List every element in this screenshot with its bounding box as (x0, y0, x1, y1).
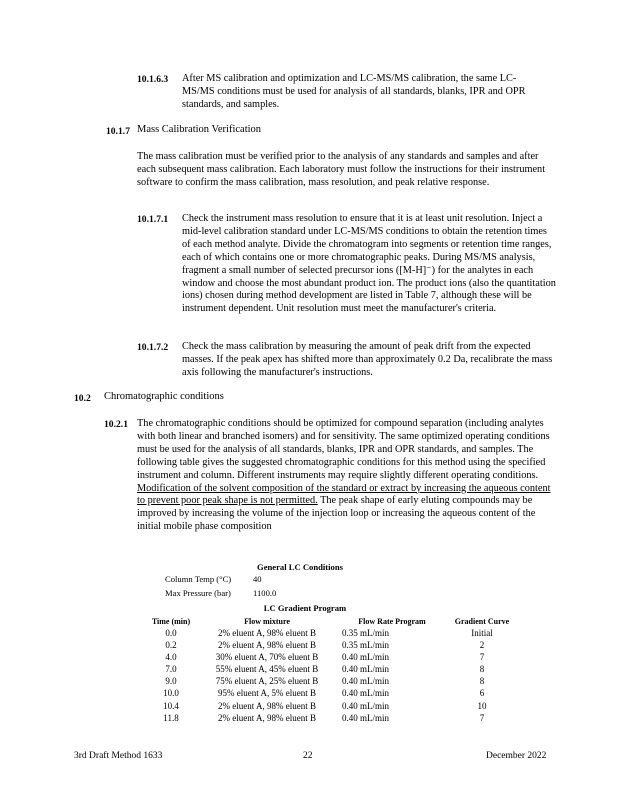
table-row (142, 651, 522, 663)
paragraph-10-2-1-part-c: The peak shape of early eluting compounds may be improved by increasing the volume of the injection loop or increasing the aqueous content of the initial mobile phase composition (137, 495, 536, 533)
time-cell: 11.8 (163, 712, 179, 723)
gradient-curve-cell: 2 (479, 640, 485, 651)
gradient-curve-cell: 10 (477, 700, 487, 711)
table-row (142, 700, 522, 712)
flow-rate-cell: 0.35 mL/min (342, 640, 389, 651)
gradient-curve-cell: 7 (479, 712, 485, 723)
time-cell: 4.0 (165, 652, 177, 663)
lc-gradient-program-title: LC Gradient Program (263, 603, 347, 613)
gradient-table-body (142, 627, 522, 724)
footer-page-number: 22 (303, 751, 313, 761)
time-cell: 7.0 (165, 664, 177, 675)
flow-rate-cell: 0.40 mL/min (342, 700, 389, 711)
column-temp-value: 40 (253, 574, 262, 584)
section-title-10-1-7: Mass Calibration Verification (137, 124, 262, 135)
gradient-curve-cell: 7 (479, 652, 485, 663)
flow-mixture-cell: 2% eluent A, 98% eluent B (218, 712, 316, 723)
paragraph-10-1-7-1: Check the instrument mass resolution to ensure that it is at least unit resolution. Inject a mid-level calibration standard under LC-MS/MS conditions to obtain the retention times of each method analyte. Divide the chromatogram into segments or retention time ranges, each of which contains one or more chromatographic peaks. During MS/MS analysis, fragment a small number of selected precursor ions ([M-H]⁻) for the analytes in each window and choose the most abundant product ion. The product ions (also the quantitation ions) chosen during method development are listed in Table 7, although these will be instrument dependent. Unit resolution must meet the manufacturer's criteria. (182, 213, 556, 315)
flow-rate-cell: 0.40 mL/min (342, 676, 389, 687)
time-cell: 10.0 (163, 688, 179, 699)
flow-mixture-cell: 55% eluent A, 45% eluent B (215, 664, 319, 675)
gradient-curve-cell: 6 (479, 688, 485, 699)
time-cell: 10.4 (163, 700, 179, 711)
lc-gradient-table (142, 616, 522, 724)
flow-mixture-cell: 75% eluent A, 25% eluent B (215, 676, 319, 687)
paragraph-10-1-7: The mass calibration must be verified prior to the analysis of any standards and samples and after each subsequent mass calibration. Each laboratory must follow the instructions for their instrument software to confirm the mass calibration, mass resolution, and peak relative response. (137, 151, 546, 188)
paragraph-10-2-1-part-a: The chromatographic conditions should be optimized for compound separation (including analytes with both linear and branched isomers) and for sensitivity. The same optimized operating conditions must be used for the analysis of all standards, blanks, IPR and OPR standards, and samples. The following table gives the suggested chromatographic conditions for this method using the specified instrument and column. Different instruments may require slightly different operating conditions. (137, 418, 550, 481)
header-time: Time (min) (151, 617, 191, 626)
section-number-10-1-7-1: 10.1.7.1 (137, 214, 169, 225)
gradient-curve-cell: 8 (479, 664, 485, 675)
time-cell: 0.2 (165, 640, 177, 651)
section-number-10-1-7: 10.1.7 (106, 126, 130, 137)
table-row (142, 675, 522, 687)
gradient-curve-cell: Initial (471, 628, 493, 638)
header-flow-mixture: Flow mixture (244, 617, 290, 626)
table-row (142, 687, 522, 699)
table-header-row (142, 616, 522, 627)
flow-rate-cell: 0.40 mL/min (342, 652, 389, 663)
gradient-curve-cell: 8 (479, 676, 485, 687)
column-temp-label: Column Temp (°C) (165, 574, 232, 584)
time-cell: 9.0 (165, 676, 177, 687)
max-pressure-value: 1100.0 (253, 588, 277, 598)
table-row (142, 712, 522, 724)
flow-rate-cell: 0.40 mL/min (342, 664, 389, 675)
flow-mixture-cell: 2% eluent A, 98% eluent B (218, 628, 316, 638)
table-row (142, 627, 522, 639)
general-lc-conditions-title: General LC Conditions (257, 562, 343, 572)
table-row (142, 663, 522, 675)
header-flow-rate-program: Flow Rate Program (358, 617, 426, 626)
section-number-10-1-6-3: 10.1.6.3 (137, 74, 169, 85)
flow-rate-cell: 0.35 mL/min (342, 628, 389, 638)
section-number-10-2: 10.2 (74, 393, 91, 404)
max-pressure-label: Max Pressure (bar) (165, 588, 231, 598)
paragraph-10-1-7-2: Check the mass calibration by measuring the amount of peak drift from the expected masses. If the peak apex has shifted more than approximately 0.2 Da, recalibrate the mass axis following the manufacturer's instructions. (182, 341, 553, 378)
flow-mixture-cell: 30% eluent A, 70% eluent B (215, 652, 319, 663)
paragraph-10-2-1-underlined: Modification of the solvent composition of the standard or extract by increasing the aqueous content to prevent poor peak shape is not permitted. (137, 482, 551, 507)
flow-mixture-cell: 95% eluent A, 5% eluent B (218, 688, 316, 699)
section-number-10-2-1: 10.2.1 (104, 419, 128, 430)
footer-left (74, 751, 162, 761)
table-row (142, 639, 522, 651)
paragraph-10-2-1 (137, 418, 552, 534)
footer-date: December 2022 (486, 751, 547, 761)
paragraph-10-1-6-3: After MS calibration and optimization and LC-MS/MS calibration, the same LC-MS/MS conditions must be used for analysis of all standards, blanks, IPR and OPR standards, and samples. (182, 73, 526, 110)
footer-method-text: 3rd Draft Method 1633 (74, 751, 163, 761)
section-title-10-2: Chromatographic conditions (104, 391, 224, 402)
flow-rate-cell: 0.40 mL/min (342, 688, 389, 699)
flow-rate-cell: 0.40 mL/min (342, 712, 389, 723)
section-number-10-1-7-2: 10.1.7.2 (137, 342, 169, 353)
flow-mixture-cell: 2% eluent A, 98% eluent B (218, 640, 316, 651)
time-cell: 0.0 (165, 628, 177, 638)
flow-mixture-cell: 2% eluent A, 98% eluent B (218, 700, 316, 711)
header-gradient-curve: Gradient Curve (454, 617, 510, 626)
